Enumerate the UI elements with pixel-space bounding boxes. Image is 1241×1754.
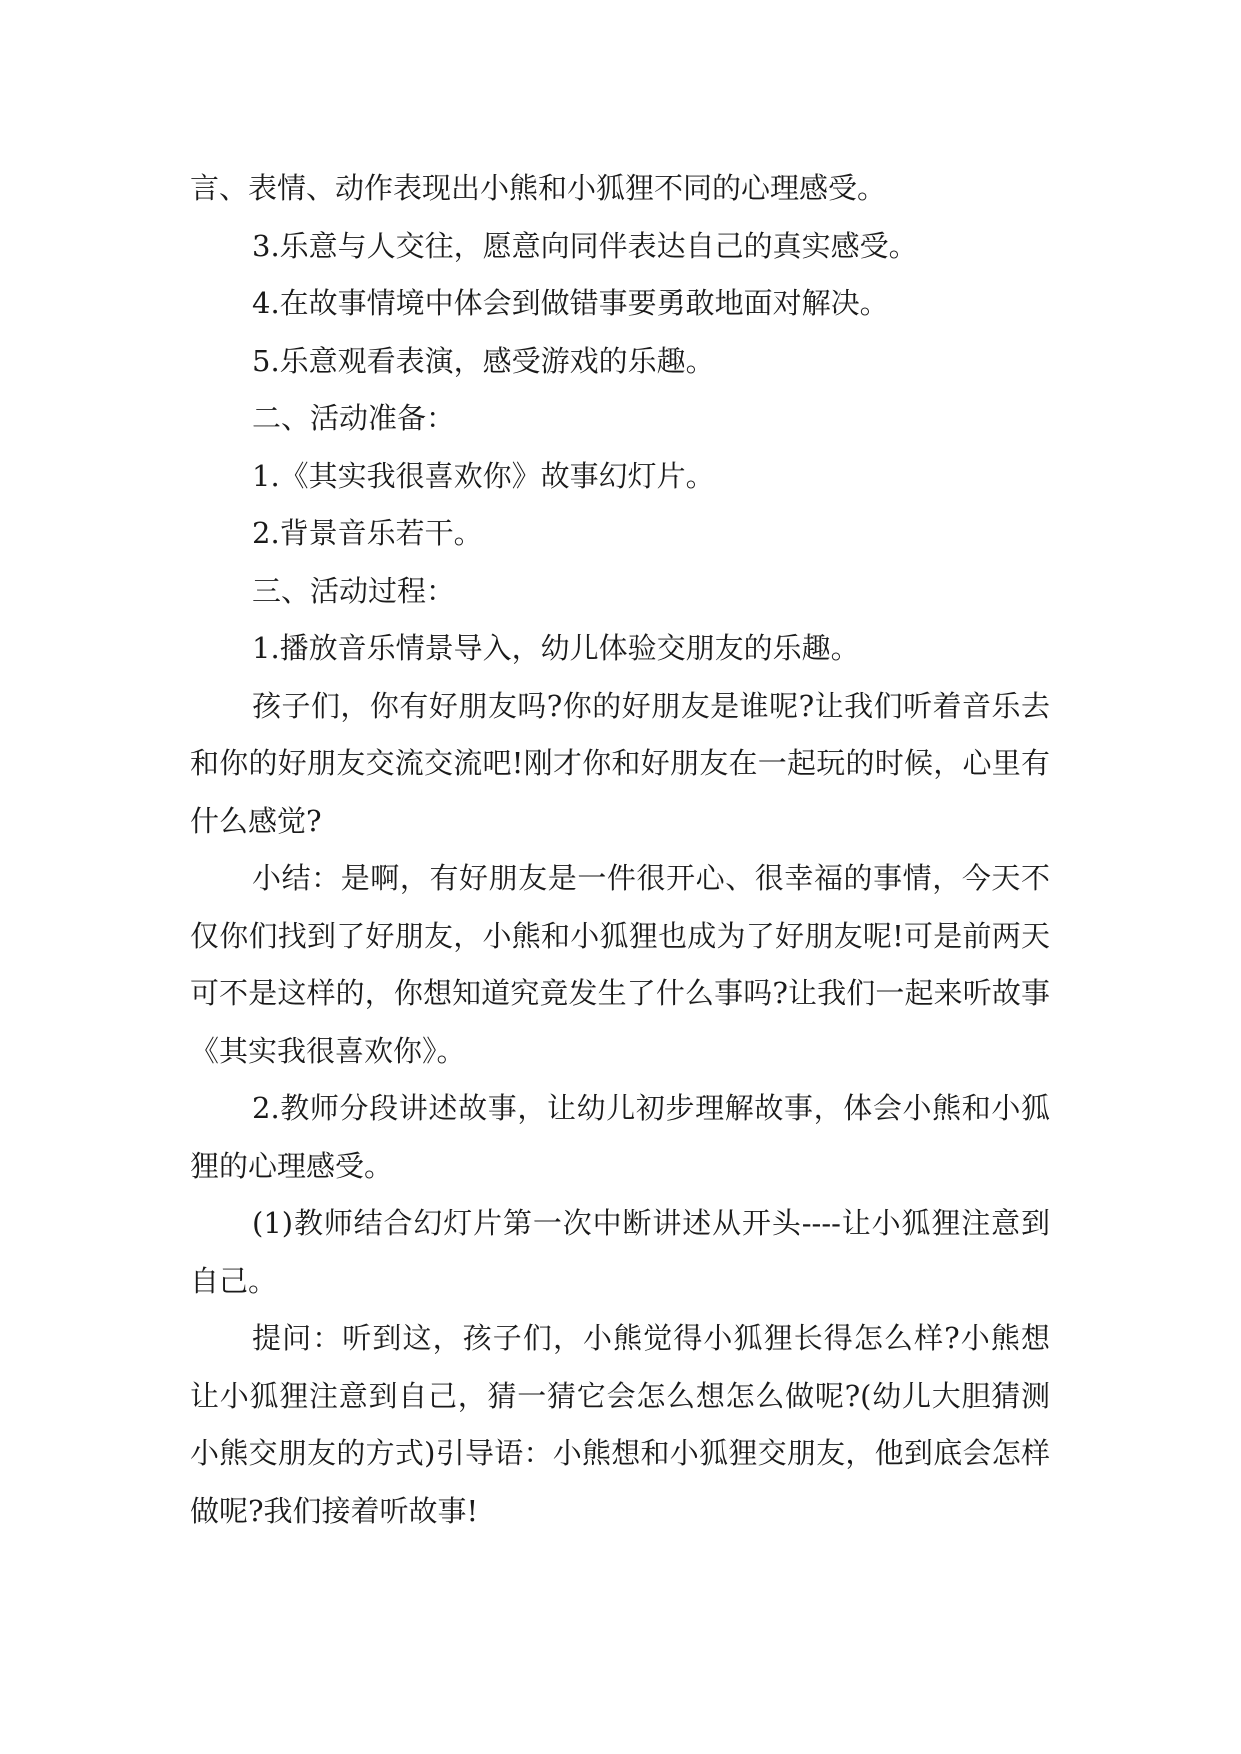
paragraph-12: 2.教师分段讲述故事，让幼儿初步理解故事，体会小熊和小狐狸的心理感受。 (190, 1091, 1050, 1183)
paragraph-14: 提问：听到这，孩子们，小熊觉得小狐狸长得怎么样?小熊想让小狐狸注意到自己，猜一猜它会怎么想怎么做呢?(幼儿大胆猜测小熊交朋友的方式)引导语：小熊想和小狐狸交朋友，他到底会怎样做呢?我们接着听故事! (190, 1321, 1050, 1528)
paragraph-2: 3.乐意与人交往，愿意向同伴表达自己的真实感受。 (252, 228, 918, 263)
paragraph-1: 言、表情、动作表现出小熊和小狐狸不同的心理感受。 (190, 171, 887, 205)
paragraph-13: (1)教师结合幻灯片第一次中断讲述从开头----让小狐狸注意到自己。 (190, 1206, 1050, 1298)
section-heading-preparation: 二、活动准备： (252, 401, 456, 435)
section-heading-process: 三、活动过程： (252, 573, 456, 608)
paragraph-10: 孩子们，你有好朋友吗?你的好朋友是谁呢?让我们听着音乐去和你的好朋友交流交流吧!刚才你和好朋友在一起玩的时候，心里有什么感觉? (190, 688, 1050, 838)
paragraph-9: 1.播放音乐情景导入，幼儿体验交朋友的乐趣。 (252, 631, 860, 665)
paragraph-7: 2.背景音乐若干。 (252, 516, 483, 550)
paragraph-4: 5.乐意观看表演，感受游戏的乐趣。 (252, 343, 715, 378)
paragraph-11: 小结：是啊，有好朋友是一件很开心、很幸福的事情，今天不仅你们找到了好朋友，小熊和小狐狸也成为了好朋友呢!可是前两天可不是这样的，你想知道究竟发生了什么事吗?让我们一起来听故事《其实我很喜欢你》。 (190, 861, 1050, 1068)
paragraph-3: 4.在故事情境中体会到做错事要勇敢地面对解决。 (252, 286, 889, 320)
paragraph-6: 1.《其实我很喜欢你》故事幻灯片。 (252, 458, 715, 493)
document-body (190, 160, 1050, 1540)
